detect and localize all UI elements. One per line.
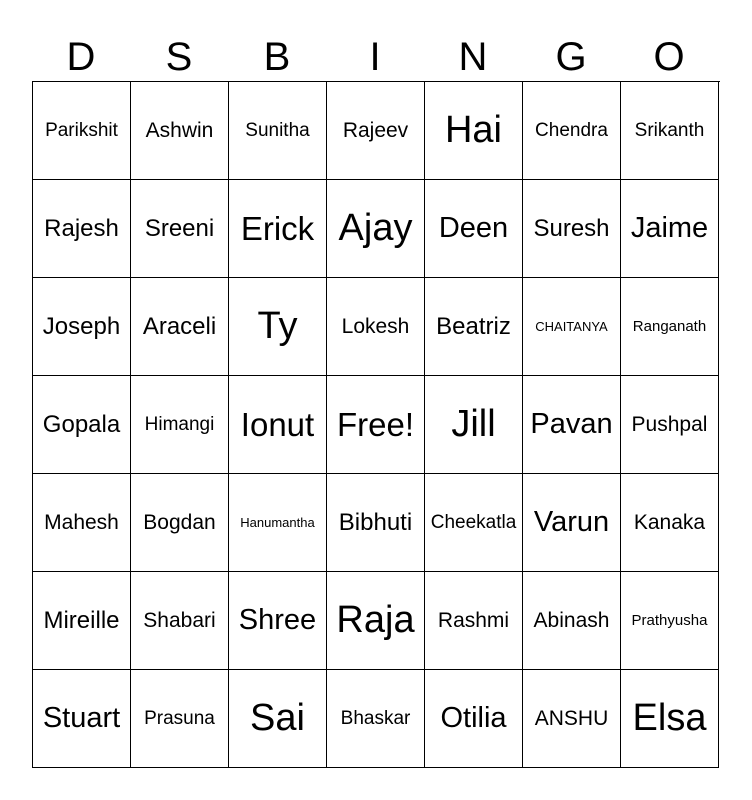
bingo-cell[interactable]: Beatriz [425,278,523,376]
bingo-cell[interactable]: Shree [229,572,327,670]
header-letter-s: S [165,35,193,79]
header-letter-b: B [263,35,291,79]
bingo-cell[interactable]: Kanaka [621,474,719,572]
bingo-cell[interactable]: Varun [523,474,621,572]
bingo-cell[interactable]: Araceli [131,278,229,376]
bingo-cell[interactable]: Parikshit [33,82,131,180]
bingo-cell[interactable]: Shabari [131,572,229,670]
header-letter-n: N [458,35,488,79]
bingo-cell[interactable]: Chendra [523,82,621,180]
bingo-cell[interactable]: Sreeni [131,180,229,278]
bingo-cell[interactable]: Lokesh [327,278,425,376]
header-letter-i: I [369,35,381,79]
bingo-cell[interactable]: Raja [327,572,425,670]
bingo-cell[interactable]: Cheekatla [425,474,523,572]
bingo-cell[interactable]: Deen [425,180,523,278]
bingo-board [32,81,720,768]
bingo-cell[interactable]: Bhaskar [327,670,425,768]
bingo-cell[interactable]: Bibhuti [327,474,425,572]
bingo-cell[interactable]: Jill [425,376,523,474]
bingo-cell[interactable]: Abinash [523,572,621,670]
bingo-cell[interactable]: Ionut [229,376,327,474]
bingo-cell[interactable]: Prasuna [131,670,229,768]
bingo-cell[interactable]: Mireille [33,572,131,670]
header-letter-d: D [66,35,96,79]
bingo-cell[interactable]: Ashwin [131,82,229,180]
bingo-cell[interactable]: Himangi [131,376,229,474]
bingo-cell[interactable]: Rajesh [33,180,131,278]
bingo-cell[interactable]: Sai [229,670,327,768]
bingo-cell[interactable]: Srikanth [621,82,719,180]
bingo-cell[interactable]: Pavan [523,376,621,474]
bingo-cell[interactable]: Suresh [523,180,621,278]
bingo-cell[interactable]: Hai [425,82,523,180]
bingo-cell[interactable]: Ajay [327,180,425,278]
bingo-cell[interactable]: Ranganath [621,278,719,376]
bingo-cell[interactable]: Rashmi [425,572,523,670]
bingo-cell free-space[interactable]: Free! [327,376,425,474]
bingo-cell[interactable]: Ty [229,278,327,376]
bingo-cell[interactable]: Gopala [33,376,131,474]
bingo-cell[interactable]: Rajeev [327,82,425,180]
bingo-cell[interactable]: Mahesh [33,474,131,572]
bingo-header [32,32,720,82]
bingo-cell[interactable]: Pushpal [621,376,719,474]
bingo-cell[interactable]: Otilia [425,670,523,768]
bingo-cell[interactable]: CHAITANYA [523,278,621,376]
header-letter-o: O [653,35,685,79]
bingo-cell[interactable]: Joseph [33,278,131,376]
bingo-cell[interactable]: Sunitha [229,82,327,180]
bingo-cell[interactable]: ANSHU [523,670,621,768]
bingo-cell[interactable]: Prathyusha [621,572,719,670]
bingo-cell[interactable]: Bogdan [131,474,229,572]
bingo-cell[interactable]: Elsa [621,670,719,768]
bingo-cell[interactable]: Stuart [33,670,131,768]
bingo-cell[interactable]: Erick [229,180,327,278]
bingo-cell[interactable]: Jaime [621,180,719,278]
bingo-cell[interactable]: Hanumantha [229,474,327,572]
header-letter-g: G [555,35,587,79]
